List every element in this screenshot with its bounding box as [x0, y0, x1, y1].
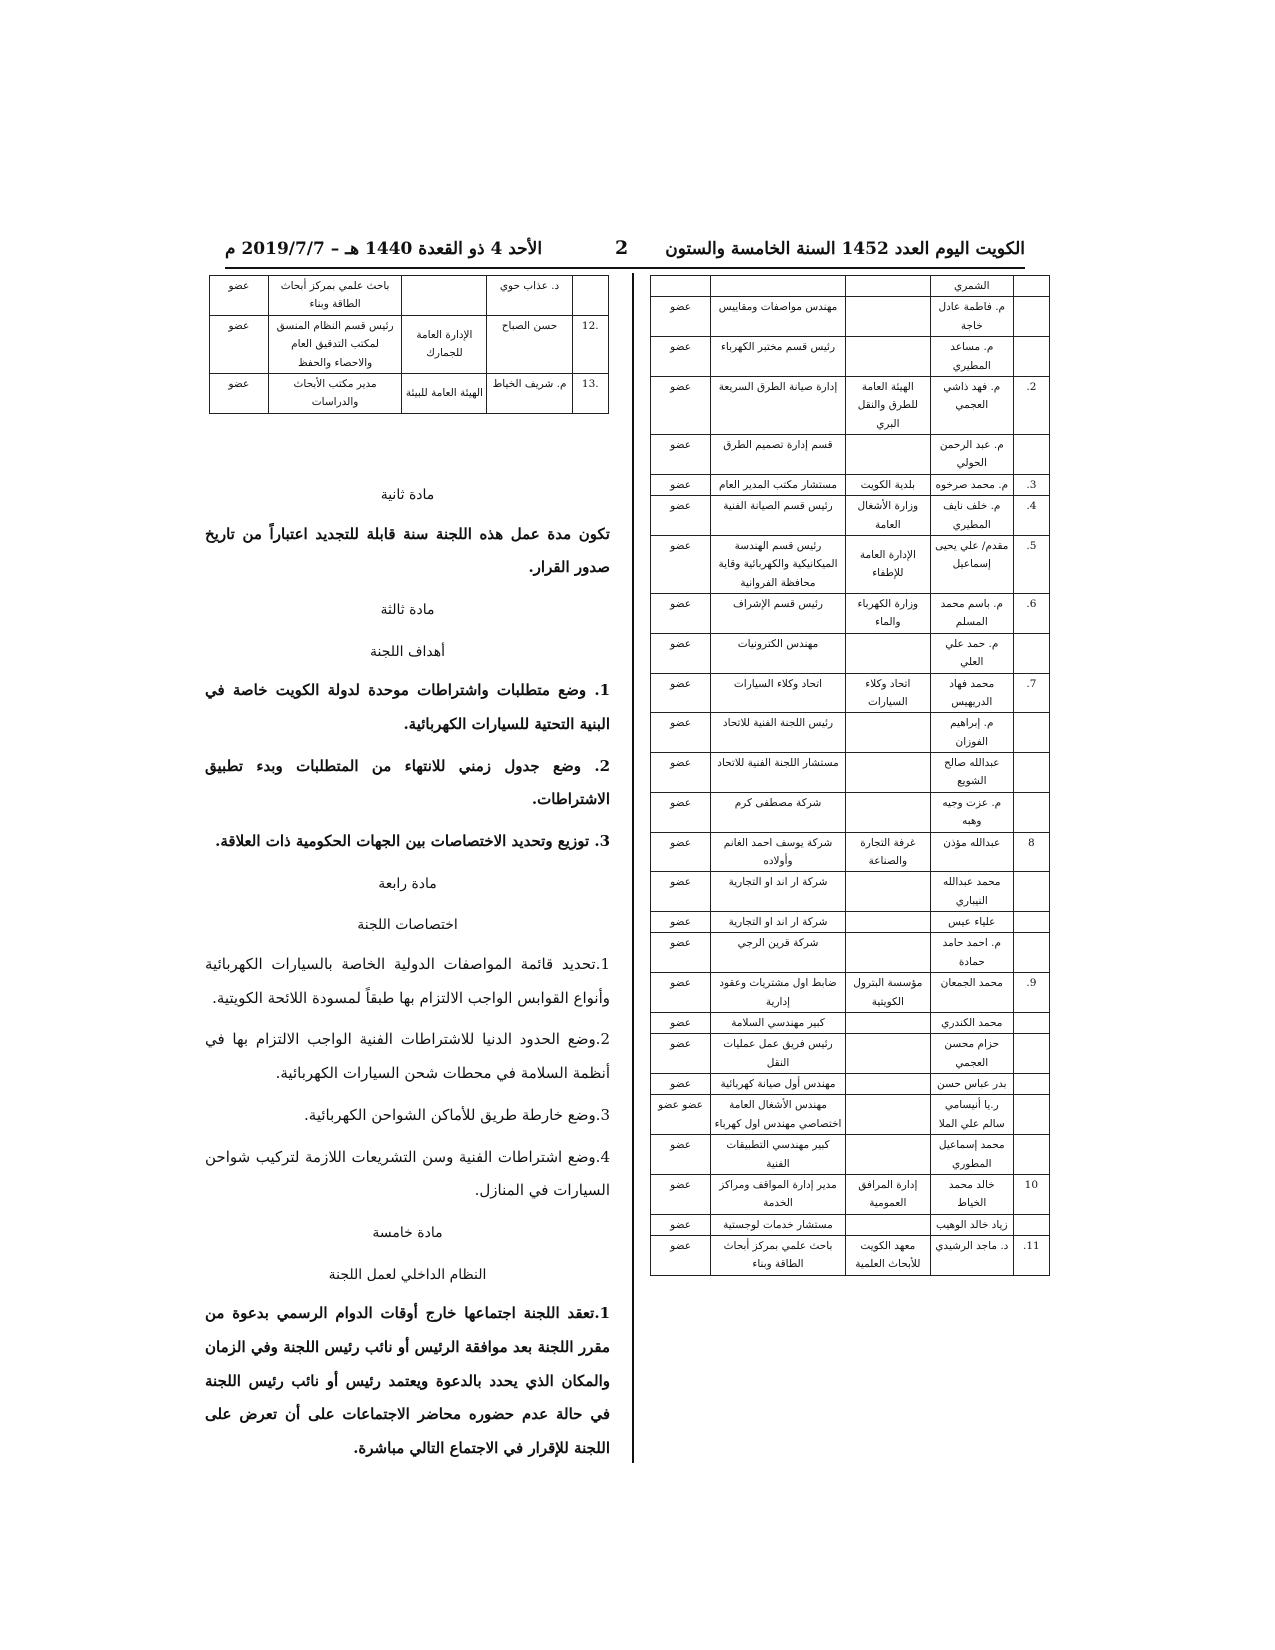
row-number	[1013, 1095, 1049, 1135]
member-entity: وزارة الأشغال العامة	[845, 496, 930, 536]
row-number: 7.	[1013, 673, 1049, 713]
member-name: د. ماجد الرشيدي	[930, 1236, 1013, 1276]
member-name: م. حمد علي العلي	[930, 633, 1013, 673]
member-status: عضو	[651, 594, 711, 634]
row-number: 11.	[1013, 1236, 1049, 1276]
member-entity	[845, 1074, 930, 1095]
member-entity	[845, 792, 930, 832]
member-status: عضو عضو	[651, 1095, 711, 1135]
member-role: اتحاد وكلاء السيارات	[711, 673, 846, 713]
row-number	[1013, 792, 1049, 832]
row-number	[1013, 1074, 1049, 1095]
table-row	[651, 594, 1050, 634]
member-name: م. عزت وجيه وهبه	[930, 792, 1013, 832]
member-entity	[845, 337, 930, 377]
table-row	[651, 1034, 1050, 1074]
member-entity: وزارة الكهرباء والماء	[845, 594, 930, 634]
member-status: عضو	[651, 1012, 711, 1033]
member-status: عضو	[651, 474, 711, 495]
member-entity	[845, 1095, 930, 1135]
member-status: عضو	[651, 376, 711, 434]
member-status: عضو	[651, 673, 711, 713]
member-name: عبدالله مؤذن	[930, 832, 1013, 872]
article5-title: مادة خامسة	[372, 1225, 443, 1241]
member-name: م. فهد ذاشي العجمي	[930, 376, 1013, 434]
table-row	[210, 315, 609, 373]
table-row	[651, 496, 1050, 536]
table-row	[651, 1095, 1050, 1135]
member-name: علياء عيس	[930, 912, 1013, 933]
member-role: مهندس مواصفات ومقاييس	[711, 297, 846, 337]
member-role: رئيس اللجنة الفنية للاتحاد	[711, 713, 846, 753]
table-row	[651, 474, 1050, 495]
member-entity	[845, 276, 930, 297]
member-name: عبدالله صالح الشويع	[930, 753, 1013, 793]
member-status: عضو	[210, 315, 269, 373]
member-entity: الإدارة العامة للإطفاء	[845, 535, 930, 593]
member-name: محمد الجمعان	[930, 973, 1013, 1013]
row-number	[1013, 1135, 1049, 1175]
goals-title: أهداف اللجنة	[369, 643, 446, 660]
row-number	[1013, 933, 1049, 973]
duty-item: 2.وضع الحدود الدنيا للاشتراطات الفنية الواجب الالتزام بها في أنظمة السلامة في محطات شحن السيارات الكهربائية.	[205, 1030, 610, 1082]
row-number	[1013, 633, 1049, 673]
member-role: مدير مكتب الأبحاث والدراسات	[268, 373, 402, 413]
table-row	[651, 832, 1050, 872]
member-entity	[845, 1034, 930, 1074]
article2-body: تكون مدة عمل هذه اللجنة سنة قابلة للتجديد اعتباراً من تاريخ صدور القرار.	[205, 524, 610, 577]
member-entity	[845, 753, 930, 793]
table-row	[651, 1236, 1050, 1276]
member-role: مستشار اللجنة الفنية للاتحاد	[711, 753, 846, 793]
member-role: شركة ار اند او التجارية	[711, 872, 846, 912]
duties-title: اختصاصات اللجنة	[357, 917, 458, 934]
member-entity: مؤسسة البترول الكويتية	[845, 973, 930, 1013]
table-row	[651, 337, 1050, 377]
member-status: عضو	[651, 1034, 711, 1074]
member-name: محمد إسماعيل المطوري	[930, 1135, 1013, 1175]
article4-title: مادة رابعة	[378, 875, 437, 892]
member-entity	[845, 297, 930, 337]
member-entity: اتحاد وكلاء السيارات	[845, 673, 930, 713]
member-status: عضو	[651, 872, 711, 912]
row-number: 10	[1013, 1174, 1049, 1214]
article2-title: مادة ثانية	[380, 487, 435, 503]
member-entity	[845, 435, 930, 475]
member-name: م. شريف الخياط	[487, 373, 572, 413]
member-role: رئيس قسم الهندسة الميكانيكية والكهربائية وقاية محافظة الفروانية	[711, 535, 846, 593]
member-role: ضابط اول مشتريات وعقود إدارية	[711, 973, 846, 1013]
member-entity	[845, 1135, 930, 1175]
member-name: م. عبد الرحمن الحولي	[930, 435, 1013, 475]
member-role: مستشار خدمات لوجستية	[711, 1214, 846, 1235]
row-number: .12	[572, 315, 608, 373]
member-status: عضو	[651, 1174, 711, 1214]
member-name: بدر عباس حسن	[930, 1074, 1013, 1095]
member-status: عضو	[651, 933, 711, 973]
issue-date: الأحد 4 ذو القعدة 1440 هـ – 2019/7/7 م	[225, 239, 543, 259]
table-row	[651, 376, 1050, 434]
member-role: باحث علمي بمركز أبحاث الطاقة وبناء	[268, 276, 402, 316]
member-entity	[402, 276, 487, 316]
members-table-left	[209, 275, 609, 414]
member-role: قسم إدارة تصميم الطرق	[711, 435, 846, 475]
duty-item: 3.وضع خارطة طريق للأماكن الشواحن الكهربائية.	[304, 1105, 610, 1124]
member-status: عضو	[651, 832, 711, 872]
row-number	[1013, 435, 1049, 475]
row-number	[1013, 753, 1049, 793]
member-name: الشمري	[930, 276, 1013, 297]
table-row	[651, 872, 1050, 912]
table-row	[651, 297, 1050, 337]
member-status: عضو	[651, 713, 711, 753]
member-role	[711, 276, 846, 297]
row-number: 5.	[1013, 535, 1049, 593]
member-name: م. إبراهيم الفوزان	[930, 713, 1013, 753]
table-row	[210, 276, 609, 316]
member-role: رئيس فريق عمل عمليات النقل	[711, 1034, 846, 1074]
table-row	[651, 1174, 1050, 1214]
member-name: د. عذاب حوي	[487, 276, 572, 316]
member-name: زياد خالد الوهيب	[930, 1214, 1013, 1235]
member-name: حزام محسن العجمي	[930, 1034, 1013, 1074]
row-number: 4.	[1013, 496, 1049, 536]
table-row	[651, 535, 1050, 593]
member-status	[651, 276, 711, 297]
table-row	[651, 435, 1050, 475]
member-status: عضو	[651, 337, 711, 377]
member-status: عضو	[210, 373, 269, 413]
member-status: عضو	[210, 276, 269, 316]
member-role: رئيس قسم مختبر الكهرباء	[711, 337, 846, 377]
member-status: عضو	[651, 297, 711, 337]
member-status: عضو	[651, 435, 711, 475]
member-name: م. فاطمة عادل خاجة	[930, 297, 1013, 337]
member-name: مقدم/ علي يحيى إسماعيل	[930, 535, 1013, 593]
member-name: محمد الكندري	[930, 1012, 1013, 1033]
member-status: عضو	[651, 1074, 711, 1095]
member-entity	[845, 912, 930, 933]
row-number	[1013, 337, 1049, 377]
member-entity	[845, 633, 930, 673]
table-row	[651, 933, 1050, 973]
row-number: 6.	[1013, 594, 1049, 634]
row-number	[1013, 912, 1049, 933]
member-entity	[845, 713, 930, 753]
duty-item: 1.تحديد قائمة المواصفات الدولية الخاصة بالسيارات الكهربائية وأنواع القوابس الواجب الالتزام بها طبقاً لمسودة اللائحة الكويتية.	[205, 954, 610, 1007]
table-row	[651, 1135, 1050, 1175]
row-number	[572, 276, 608, 316]
member-role: شركة ار اند او التجارية	[711, 912, 846, 933]
member-name: محمد فهاد الدريهيس	[930, 673, 1013, 713]
member-role: شركة يوسف احمد الغانم وأولاده	[711, 832, 846, 872]
table-row	[651, 912, 1050, 933]
member-role: مستشار مكتب المدير العام	[711, 474, 846, 495]
goal-item: 3. توزيع وتحديد الاختصاصات بين الجهات الحكومية ذات العلاقة.	[215, 832, 610, 850]
row-number	[1013, 872, 1049, 912]
member-role: مهندس الكترونيات	[711, 633, 846, 673]
table-row	[651, 753, 1050, 793]
member-status: عضو	[651, 1135, 711, 1175]
member-entity	[845, 872, 930, 912]
column-divider	[632, 273, 634, 1463]
page-number: 2	[615, 237, 629, 259]
member-role: شركة قرين الرجي	[711, 933, 846, 973]
table-row	[210, 373, 609, 413]
member-entity	[845, 1012, 930, 1033]
table-row	[651, 276, 1050, 297]
table-row	[651, 1012, 1050, 1033]
member-entity: الهيئة العامة للبيئة	[402, 373, 487, 413]
member-entity: الإدارة العامة للجمارك	[402, 315, 487, 373]
member-name: م. باسم محمد المسلم	[930, 594, 1013, 634]
member-status: عضو	[651, 1214, 711, 1235]
member-status: عضو	[651, 753, 711, 793]
goal-item: 1. وضع متطلبات واشتراطات موحدة لدولة الكويت خاصة في البنية التحتية للسيارات الكهربائية.	[205, 681, 610, 733]
member-role: شركة مصطفى كرم	[711, 792, 846, 832]
member-name: م. خلف نايف المطيري	[930, 496, 1013, 536]
member-role: باحث علمي بمركز أبحاث الطاقة وبناء	[711, 1236, 846, 1276]
page-header	[225, 237, 1025, 269]
member-entity: إدارة المرافق العمومية	[845, 1174, 930, 1214]
member-name: م. مساعد المطيري	[930, 337, 1013, 377]
member-name: م. احمد حامد حمادة	[930, 933, 1013, 973]
row-number: .13	[572, 373, 608, 413]
member-entity	[845, 1214, 930, 1235]
row-number	[1013, 713, 1049, 753]
member-status: عضو	[651, 792, 711, 832]
member-role: إدارة صيانة الطرق السريعة	[711, 376, 846, 434]
member-name: حسن الصباح	[487, 315, 572, 373]
table-row	[651, 633, 1050, 673]
member-entity: بلدية الكويت	[845, 474, 930, 495]
member-role: رئيس قسم الإشراف	[711, 594, 846, 634]
duty-item: 4.وضع اشتراطات الفنية وسن التشريعات اللازمة لتركيب شواحن السيارات في المنازل.	[205, 1147, 610, 1200]
members-table-right	[650, 275, 1050, 1276]
member-entity: معهد الكويت للأبحاث العلمية	[845, 1236, 930, 1276]
goal-item: 2. وضع جدول زمني للانتهاء من المتطلبات وبدء تطبيق الاشتراطات.	[205, 756, 610, 809]
member-role: كبير مهندسي التطبيقات الفنية	[711, 1135, 846, 1175]
table-row	[651, 792, 1050, 832]
member-role: مهندس أول صيانة كهربائية	[711, 1074, 846, 1095]
member-status: عضو	[651, 973, 711, 1013]
table-row	[651, 1214, 1050, 1235]
member-status: عضو	[651, 1236, 711, 1276]
row-number	[1013, 1034, 1049, 1074]
member-status: عضو	[651, 912, 711, 933]
row-number	[1013, 297, 1049, 337]
member-role: مهندس الأشغال العامة اختصاصي مهندس اول كهرباء	[711, 1095, 846, 1135]
row-number: 2.	[1013, 376, 1049, 434]
row-number	[1013, 1214, 1049, 1235]
member-name: محمد عبدالله النيباري	[930, 872, 1013, 912]
member-entity: الهيئة العامة للطرق والنقل البري	[845, 376, 930, 434]
row-number	[1013, 276, 1049, 297]
member-role: رئيس قسم الصيانة الفنية	[711, 496, 846, 536]
table-row	[651, 673, 1050, 713]
member-role: رئيس قسم النظام المنسق لمكتب التدقيق العام والاحصاء والحفظ	[268, 315, 402, 373]
member-status: عضو	[651, 535, 711, 593]
article3-title: مادة ثالثة	[380, 602, 435, 618]
decision-articles	[205, 470, 610, 1474]
member-name: خالد محمد الخياط	[930, 1174, 1013, 1214]
row-number: 3.	[1013, 474, 1049, 495]
table-row	[651, 713, 1050, 753]
member-role: مدير إدارة المواقف ومراكز الخدمة	[711, 1174, 846, 1214]
member-name: ر.يا أنيسامي سالم علي الملا	[930, 1095, 1013, 1135]
member-status: عضو	[651, 633, 711, 673]
member-role: كبير مهندسي السلامة	[711, 1012, 846, 1033]
member-entity: غرفة التجارة والصناعة	[845, 832, 930, 872]
row-number	[1013, 1012, 1049, 1033]
member-entity	[845, 933, 930, 973]
rules-title: النظام الداخلي لعمل اللجنة	[328, 1266, 487, 1283]
gazette-issue: الكويت اليوم العدد 1452 السنة الخامسة والستون	[665, 239, 1025, 259]
rule-item: 1.تعقد اللجنة اجتماعها خارج أوقات الدوام الرسمي بدعوة من مقرر اللجنة بعد موافقة الرئيس أو نائب رئيس اللجنة وفي الزمان والمكان الذي يحدد بالدعوة ويعتمد رئيس أو نائب رئيس اللجنة في حالة عدم حضوره محاضر الاجتماعات على أن تعرض على اللجنة للإقرار في الاجتماع التالي مباشرة.	[205, 1304, 610, 1457]
row-number: 8	[1013, 832, 1049, 872]
table-row	[651, 1074, 1050, 1095]
member-name: م. محمد صرخوه	[930, 474, 1013, 495]
row-number: 9.	[1013, 973, 1049, 1013]
table-row	[651, 973, 1050, 1013]
member-status: عضو	[651, 496, 711, 536]
